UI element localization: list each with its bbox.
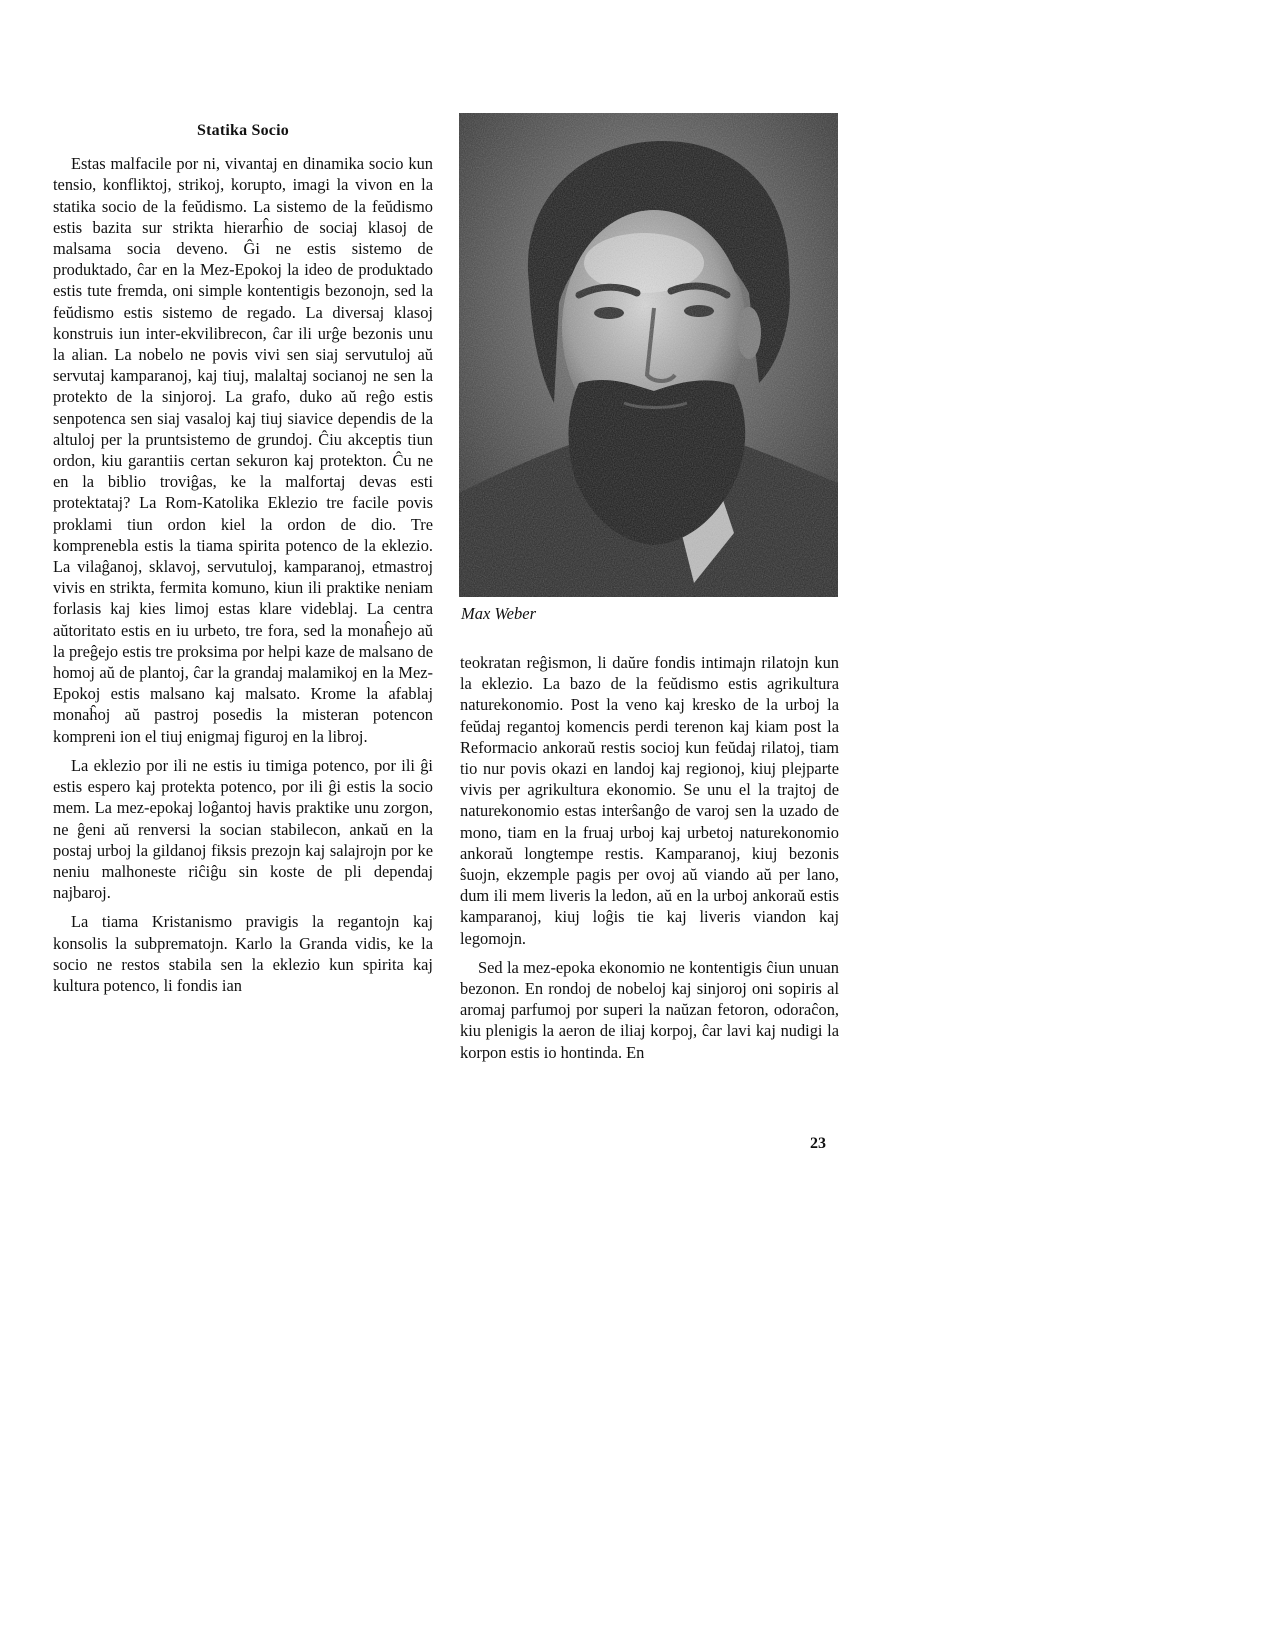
photo-caption: Max Weber bbox=[461, 604, 536, 623]
article-title: Statika Socio bbox=[197, 122, 289, 139]
portrait-photo bbox=[459, 113, 838, 597]
paragraph: Estas malfacile por ni, vivantaj en dinamika socio kun tensio, konfliktoj, strikoj, korupto, imagi la vivon en la statika socio de la feŭdismo. La sistemo de la feŭdismo estis bazita sur strikta hierarĥio de sociaj klasoj de malsama socia deveno. Ĝi ne estis sistemo de produktado, ĉar en la Mez-Epokoj la ideo de produktado estis tute fremda, oni simple kontentigis bezonojn, sed la feŭdismo estis sistemo de regado. La diversaj klasoj konstruis iun inter-ekvilibrecon, ĉar ili urĝe bezonis unu la alian. La nobelo ne povis vivi sen siaj servutuloj aŭ servutaj kamparanoj, kaj tiuj, malaltaj socianoj ne sen la protekto de la sinjoroj. La grafo, duko aŭ reĝo estis senpotenca sen siaj vasaloj kaj tiuj siavice dependis de la altuloj per la pruntsistemo de grundoj. Ĉiu akceptis tiun ordon, kiu garantiis certan sekuron kaj protekton. Ĉu ne en la biblio troviĝas, ke la malfortaj devas esti protektataj? La Rom-Katolika Eklezio tre facile povis proklami tiun ordon kiel la ordon de dio. Tre komprenebla estis la tiama spirita potenco de la eklezio. La vilaĝanoj, sklavoj, servutuloj, kamparanoj, etmastroj vivis en strikta, fermita komuno, kiun ili praktike neniam forlasis kaj kies limoj estas klare videblaj. La centra aŭtoritato estis en iu urbeto, tre fora, sed la monaĥejo aŭ la preĝejo estis tre proksima por helpi kaze de malsano de homoj aŭ de plantoj, ĉar la grandaj malamikoj en la Mez-Epokoj estis malsano kaj malsato. Krome la afablaj monaĥoj aŭ pastroj posedis la misteran potencon kompreni ion el tiuj enigmaj figuroj en la libroj. bbox=[53, 154, 433, 746]
left-text-column bbox=[53, 120, 433, 1004]
page-number: 23 bbox=[810, 1135, 826, 1152]
right-text-column bbox=[460, 652, 839, 1071]
paragraph: teokratan reĝismon, li daŭre fondis intimajn rilatojn kun la eklezio. La bazo de la feŭdismo estis agrikultura naturekonomio. Post la veno kaj kresko de la urboj la feŭdaj regantoj komencis perdi terenon kaj kiam post la Reformacio ankoraŭ restis socioj kun feŭdaj rilatoj, tiam tio nur povis okazi en landoj kaj regionoj, kiuj plejparte vivis per agrikultura ekonomio. Se unu el la trajtoj de naturekonomio estas interŝanĝo de varoj sen la uzado de mono, tiam en la fruaj urboj kaj urbetoj naturekonomio ankoraŭ longtempe restis. Kamparanoj, kiuj bezonis ŝuojn, ekzemple pagis per ovoj aŭ viando aŭ per lano, dum ili mem liveris la ledon, aŭ en la urboj ankoraŭ estis kamparanoj, kiuj loĝis tie kaj liveris viandon kaj legomojn. bbox=[460, 653, 839, 948]
paragraph: Sed la mez-epoka ekonomio ne kontentigis ĉiun unuan bezonon. En rondoj de nobeloj kaj sinjoroj oni sopiris al aromaj parfumoj por superi la naŭzan fetoron, odoraĉon, kiu plenigis la aeron de iliaj korpoj, ĉar lavi kaj nudigi la korpon estis io hontinda. En bbox=[460, 957, 839, 1062]
paragraph: La tiama Kristanismo pravigis la regantojn kaj konsolis la subprematojn. Karlo la Granda vidis, ke la socio ne restos stabila sen la eklezio kun spirita kaj kultura potenco, li fondis ian bbox=[53, 912, 433, 995]
paragraph: La eklezio por ili ne estis iu timiga potenco, por ili ĝi estis espero kaj protekta potenco, por ili ĝi estis la socio mem. La mez-epokaj loĝantoj havis praktike unu zorgon, ne ĝeni aŭ renversi la socian stabilecon, ankaŭ en la postaj urboj la gildanoj fiksis prezojn kaj salajrojn por ke neniu malhoneste riĉiĝu sin koste de pli dependaj najbaroj. bbox=[53, 755, 433, 903]
